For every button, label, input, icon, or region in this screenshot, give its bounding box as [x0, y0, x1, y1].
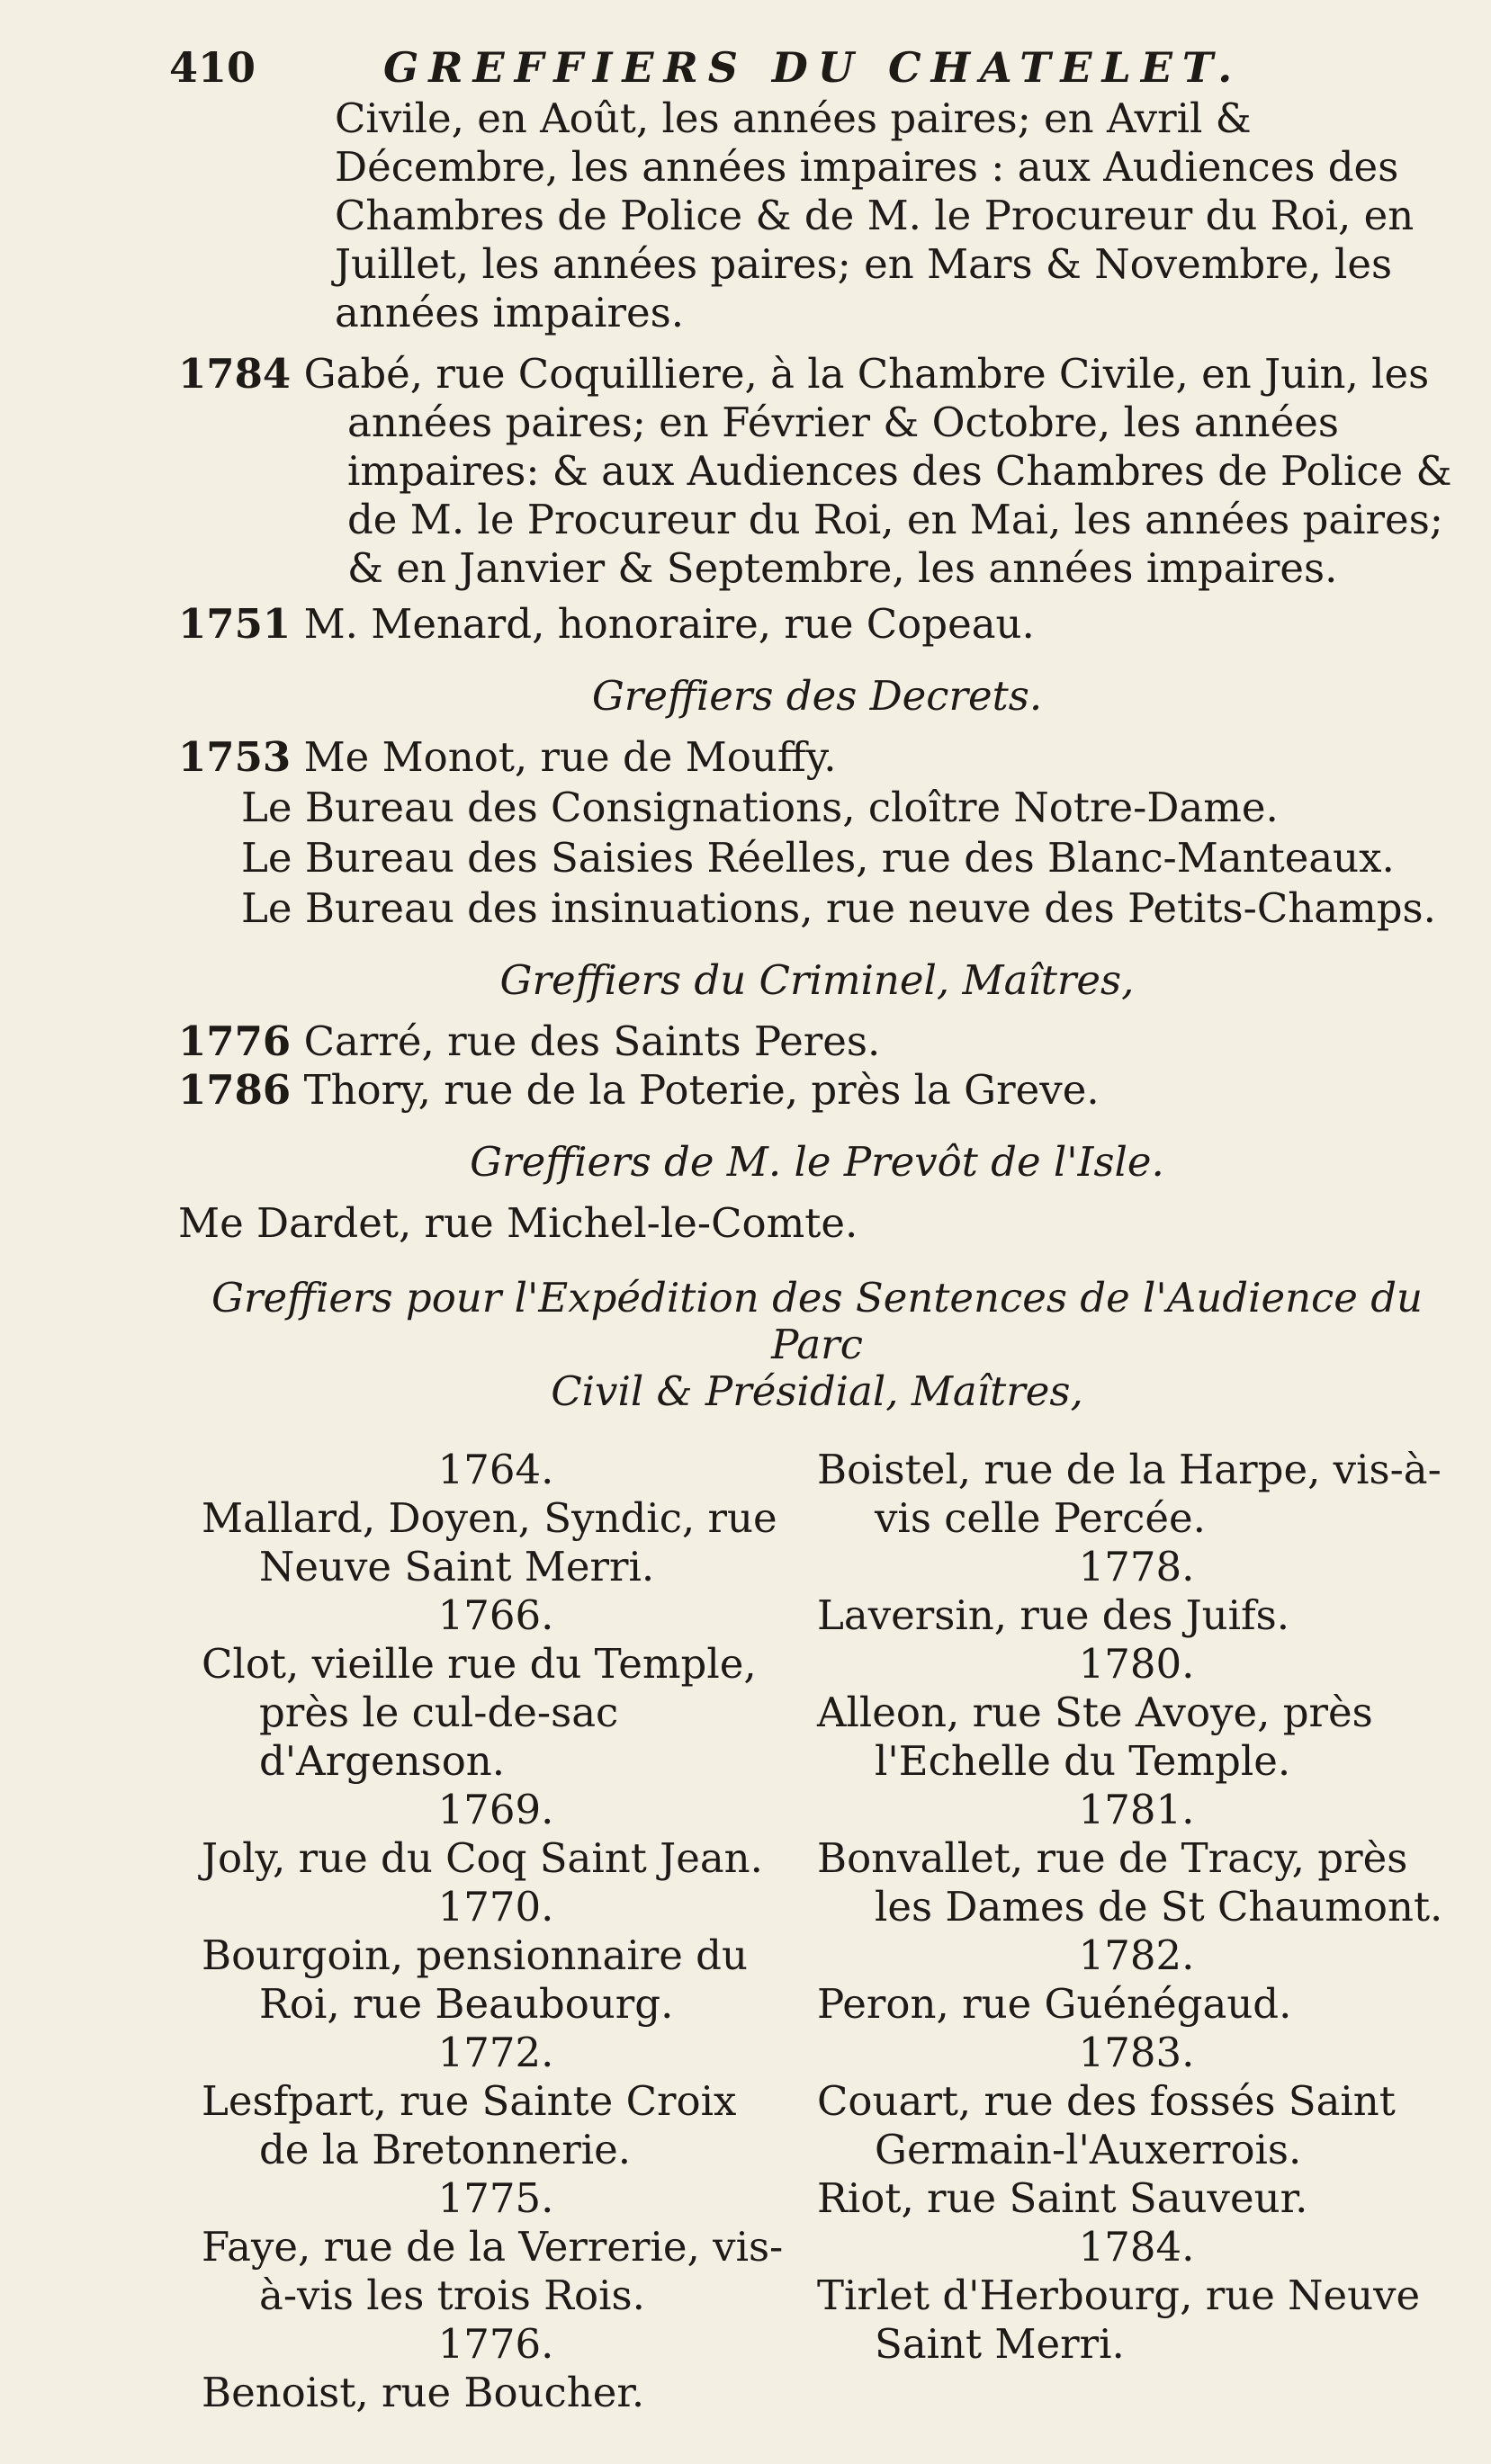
- entry-text: Gabé, rue Coquilliere, à la Chambre Civile, en Juin, les années paires; en Février & Octobre, les années impaires: & aux Audiences des Chambres de Police & de M. le Procureur du Roi, en Mai, les années paires; & en Janvier & Septembre, les années impaires.: [303, 350, 1452, 592]
- page-number: 410: [169, 43, 256, 92]
- column-name: Joly, rue du Coq Saint Jean.: [202, 1834, 763, 1882]
- column-name: Peron, rue Guénégaud.: [817, 1980, 1292, 2028]
- heading-line-2: Civil & Présidial, Maîtres,: [551, 1367, 1083, 1415]
- column-name: Clot, vieille rue du Temple, près le cul-de-sac d'Argenson.: [202, 1640, 757, 1785]
- column-year: 1776.: [437, 2320, 554, 2368]
- entry-text: Carré, rue des Saints Peres.: [303, 1017, 881, 1065]
- entry-year: 1753: [178, 733, 292, 781]
- entry-carre: [178, 1017, 1456, 1066]
- column-year: 1770.: [437, 1883, 554, 1931]
- page-header: [169, 36, 1465, 99]
- running-title: GREFFIERS DU CHATELET.: [383, 43, 1243, 92]
- section-heading-expedition: [178, 1275, 1456, 1415]
- entry-dardet: Me Dardet, rue Michel-le-Comte.: [178, 1199, 858, 1247]
- entry-monot: [178, 733, 1456, 782]
- column-name: Couart, rue des fossés Saint Germain-l'Auxerrois.: [817, 2077, 1396, 2173]
- column-year: 1772.: [437, 2029, 554, 2076]
- column-name: Lesfpart, rue Sainte Croix de la Bretonnerie.: [202, 2077, 737, 2173]
- column-year: 1782.: [1078, 1931, 1195, 1979]
- column-name: Bonvallet, rue de Tracy, près les Dames de St Chaumont.: [817, 1834, 1443, 1931]
- two-column-list: [178, 1446, 1456, 2417]
- entry-year: 1776: [178, 1017, 292, 1065]
- page-body: [178, 94, 1456, 2417]
- heading-line-1: Greffiers pour l'Expédition des Sentences de l'Audience du Parc: [211, 1274, 1423, 1368]
- left-column: [178, 1446, 817, 2417]
- column-year: 1781.: [1078, 1786, 1195, 1833]
- column-name: Tirlet d'Herbourg, rue Neuve Saint Merri.: [817, 2271, 1421, 2368]
- column-year: 1778.: [1078, 1543, 1195, 1590]
- column-year: 1764.: [437, 1446, 554, 1493]
- column-name: Boistel, rue de la Harpe, vis-à-vis celle Percée.: [817, 1446, 1442, 1542]
- bureau-consignations: Le Bureau des Consignations, cloître Notre-Dame.: [241, 784, 1279, 831]
- entry-year: 1786: [178, 1066, 292, 1114]
- column-year: 1784.: [1078, 2223, 1195, 2271]
- column-year: 1775.: [437, 2174, 554, 2222]
- column-name: Riot, rue Saint Sauveur.: [817, 2174, 1308, 2222]
- entry-text: Me Monot, rue de Mouffy.: [303, 733, 837, 781]
- column-year: 1780.: [1078, 1640, 1195, 1688]
- column-name: Laversin, rue des Juifs.: [817, 1591, 1290, 1639]
- section-heading-decrets: Greffiers des Decrets.: [591, 672, 1043, 720]
- entry-gabe: [178, 350, 1456, 593]
- column-year: 1769.: [437, 1786, 554, 1833]
- column-name: Mallard, Doyen, Syndic, rue Neuve Saint Merri.: [202, 1494, 777, 1590]
- entry-year: 1751: [178, 600, 292, 648]
- column-name: Bourgoin, pensionnaire du Roi, rue Beaubourg.: [202, 1931, 748, 2028]
- column-name: Faye, rue de la Verrerie, vis-à-vis les trois Rois.: [202, 2223, 784, 2319]
- column-name: Benoist, rue Boucher.: [202, 2369, 645, 2416]
- entry-year: 1784: [178, 350, 292, 398]
- entry-thory: [178, 1066, 1456, 1115]
- entry-text: M. Menard, honoraire, rue Copeau.: [303, 600, 1035, 648]
- bureau-saisies: Le Bureau des Saisies Réelles, rue des Blanc-Manteaux.: [241, 834, 1395, 882]
- intro-paragraph: Civile, en Août, les années paires; en Avril & Décembre, les années impaires : aux Audiences des Chambres de Police & de M. le Procureur du Roi, en Juillet, les années paires; en Mars & Novembre, les années impaires.: [335, 94, 1415, 336]
- bureau-insinuations: Le Bureau des insinuations, rue neuve des Petits-Champs.: [241, 884, 1436, 932]
- entry-text: Thory, rue de la Poterie, près la Greve.: [303, 1066, 1100, 1114]
- section-heading-criminel: Greffiers du Criminel, Maîtres,: [499, 956, 1135, 1004]
- column-year: 1766.: [437, 1591, 554, 1639]
- column-name: Alleon, rue Ste Avoye, près l'Echelle du Temple.: [817, 1689, 1373, 1785]
- section-heading-prevot: Greffiers de M. le Prevôt de l'Isle.: [470, 1138, 1164, 1186]
- column-year: 1783.: [1078, 2029, 1195, 2076]
- entry-menard: [178, 600, 1456, 649]
- right-column: [817, 1446, 1456, 2417]
